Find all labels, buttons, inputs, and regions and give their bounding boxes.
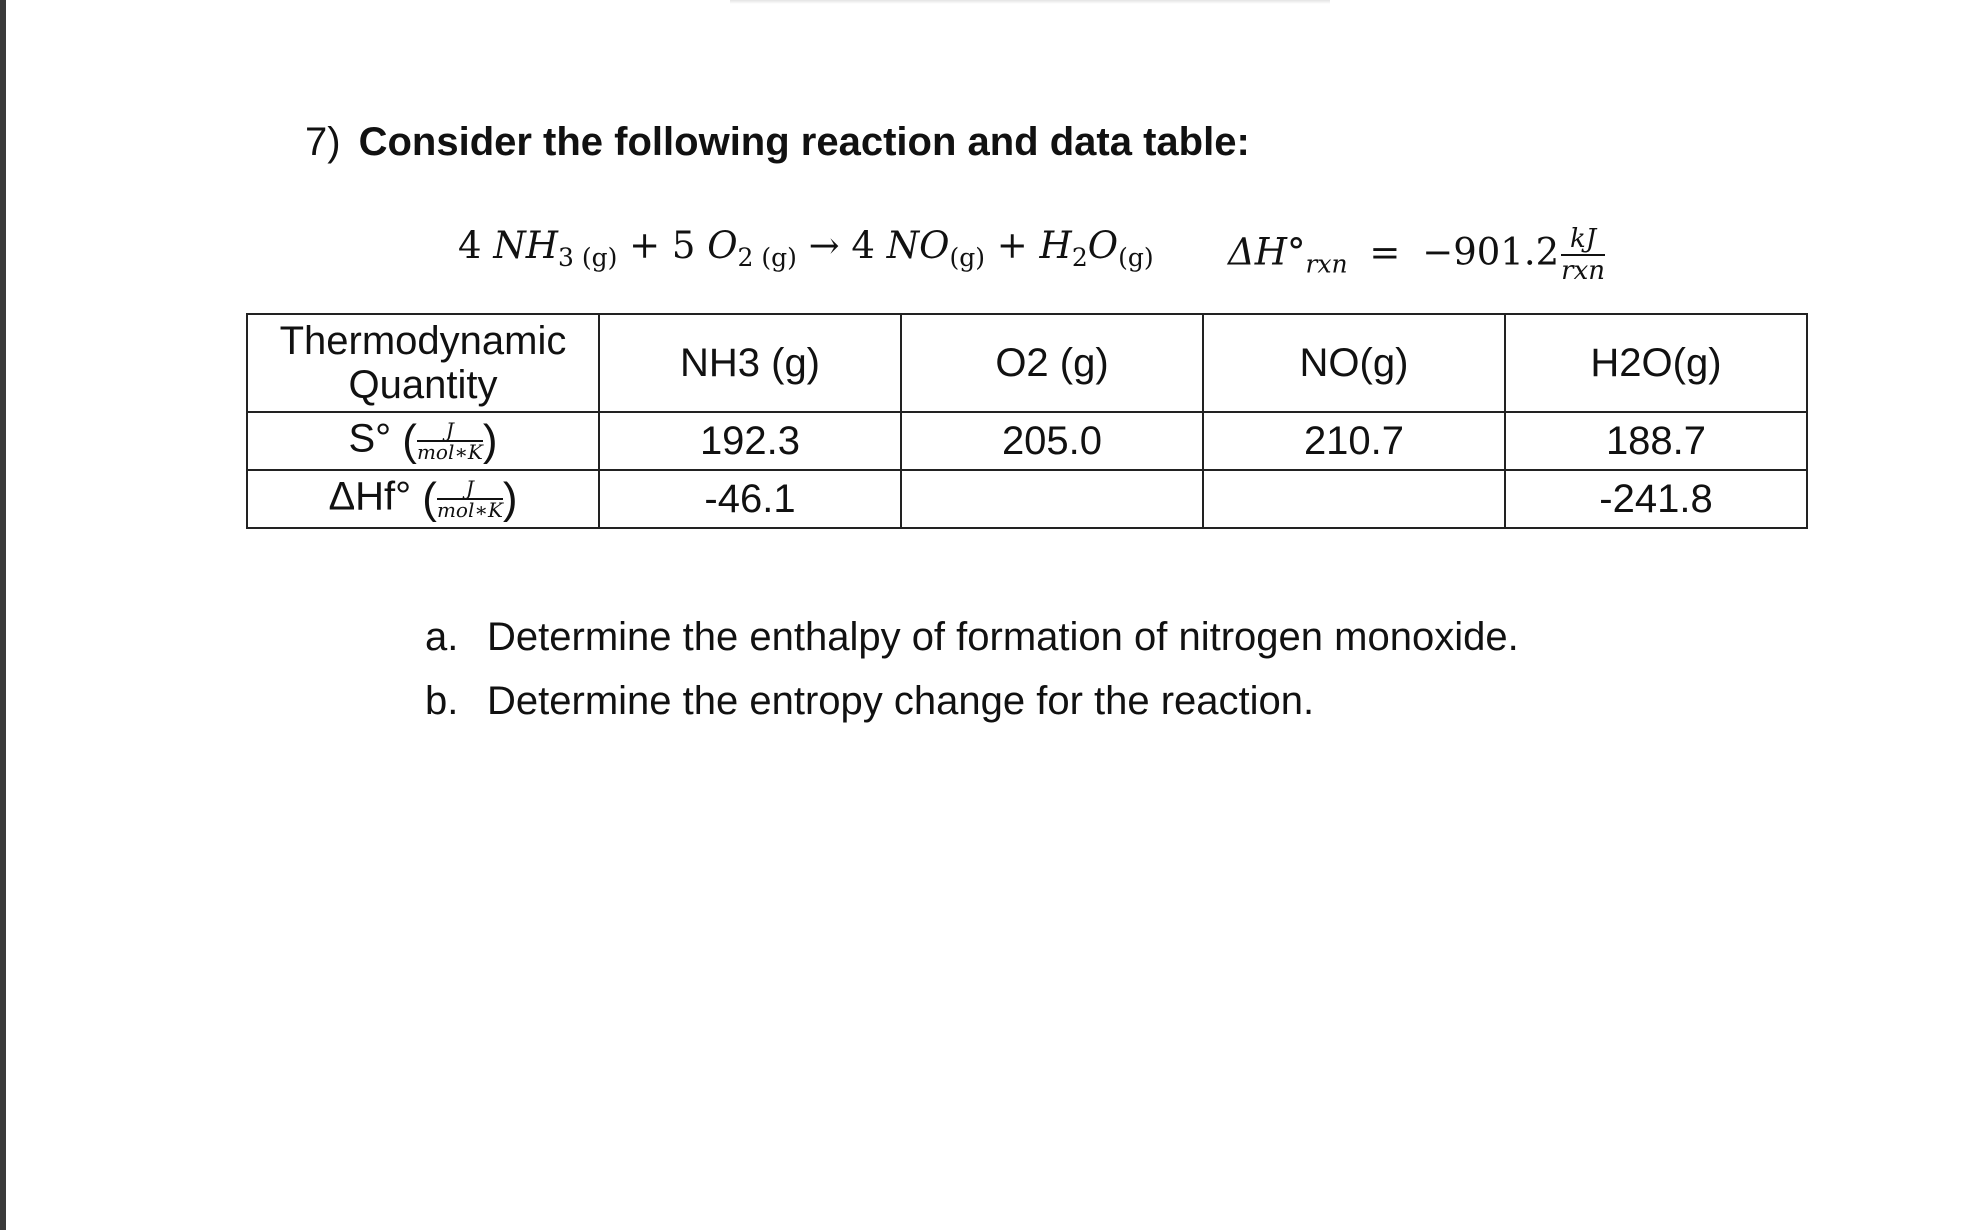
enthalpy-formation-unit — [437, 478, 503, 520]
part-text: Determine the entropy change for the reaction. — [487, 679, 1315, 723]
sub-h2o: (g) — [1118, 243, 1154, 272]
species-no: NO — [886, 224, 950, 267]
question-heading — [305, 120, 1250, 165]
delta-h-symbol: ΔH° — [1228, 230, 1306, 274]
table-row — [247, 470, 1807, 528]
table-row — [247, 412, 1807, 470]
part-letter: b. — [425, 679, 459, 723]
header-quantity: Thermodynamic Quantity — [247, 314, 599, 412]
part-letter: a. — [425, 615, 459, 659]
question-parts — [425, 605, 1519, 733]
enthalpy-unit — [1561, 224, 1605, 286]
species-h: H — [1039, 224, 1072, 267]
sub-o2: 2 (g) — [737, 243, 797, 272]
part-text: Determine the enthalpy of formation of nitrogen monoxide. — [487, 615, 1519, 659]
enthalpy-formation-symbol: ΔHf° — [328, 474, 412, 519]
top-shadow — [730, 0, 1330, 4]
enthalpy-of-reaction — [1228, 224, 1605, 286]
unit-denominator: rxn — [1561, 256, 1605, 286]
window-edge — [0, 0, 6, 1230]
unit-denominator: mol∗K — [416, 440, 483, 464]
table-cell: 192.3 — [599, 412, 901, 470]
list-item — [425, 605, 1519, 669]
header-nh3: NH3 (g) — [599, 314, 901, 412]
species-nh3: NH — [493, 224, 558, 267]
row-label-entropy: S° ( $\frac{J}{\text{mol∗K}}$ ) — [247, 412, 599, 470]
unit-denominator: mol∗K — [436, 498, 503, 522]
header-o2: O2 (g) — [901, 314, 1203, 412]
sub-nh3: 3 (g) — [557, 243, 618, 272]
table-cell: -46.1 — [599, 470, 901, 528]
table-cell: -241.8 — [1505, 470, 1807, 528]
unit-numerator: kJ — [1561, 224, 1605, 256]
sub-no: (g) — [949, 243, 985, 272]
row-label-enthalpy: ΔHf° ( $\frac{J}{\text{mol∗K}}$ ) — [247, 470, 599, 528]
header-no: NO(g) — [1203, 314, 1505, 412]
species-o: O — [1087, 224, 1119, 267]
delta-h-sub: rxn — [1305, 249, 1348, 279]
table-cell — [901, 470, 1203, 528]
table-cell — [1203, 470, 1505, 528]
plus-o2: + 5 — [629, 224, 696, 267]
list-item — [425, 669, 1519, 733]
coef-nh3: 4 — [458, 224, 482, 267]
species-o2: O — [707, 224, 738, 267]
question-number: 7) — [305, 120, 341, 164]
equals-sign: = — [1369, 230, 1401, 274]
entropy-unit — [417, 420, 483, 462]
enthalpy-value: −901.2 — [1422, 230, 1560, 274]
table-cell: 210.7 — [1203, 412, 1505, 470]
header-h2o: H2O(g) — [1505, 314, 1807, 412]
table-cell: 205.0 — [901, 412, 1203, 470]
table-header-row — [247, 314, 1807, 412]
question-title: Consider the following reaction and data table: — [358, 120, 1250, 164]
sub-h2: 2 — [1071, 243, 1088, 272]
arrow: → 4 — [808, 224, 875, 267]
table-cell: 188.7 — [1505, 412, 1807, 470]
reaction-equation — [458, 224, 1154, 272]
plus-h2o: + — [996, 224, 1028, 267]
unit-numerator: J — [437, 478, 503, 500]
data-table — [246, 313, 1808, 529]
unit-numerator: J — [417, 420, 483, 442]
entropy-symbol: S° — [348, 416, 392, 461]
